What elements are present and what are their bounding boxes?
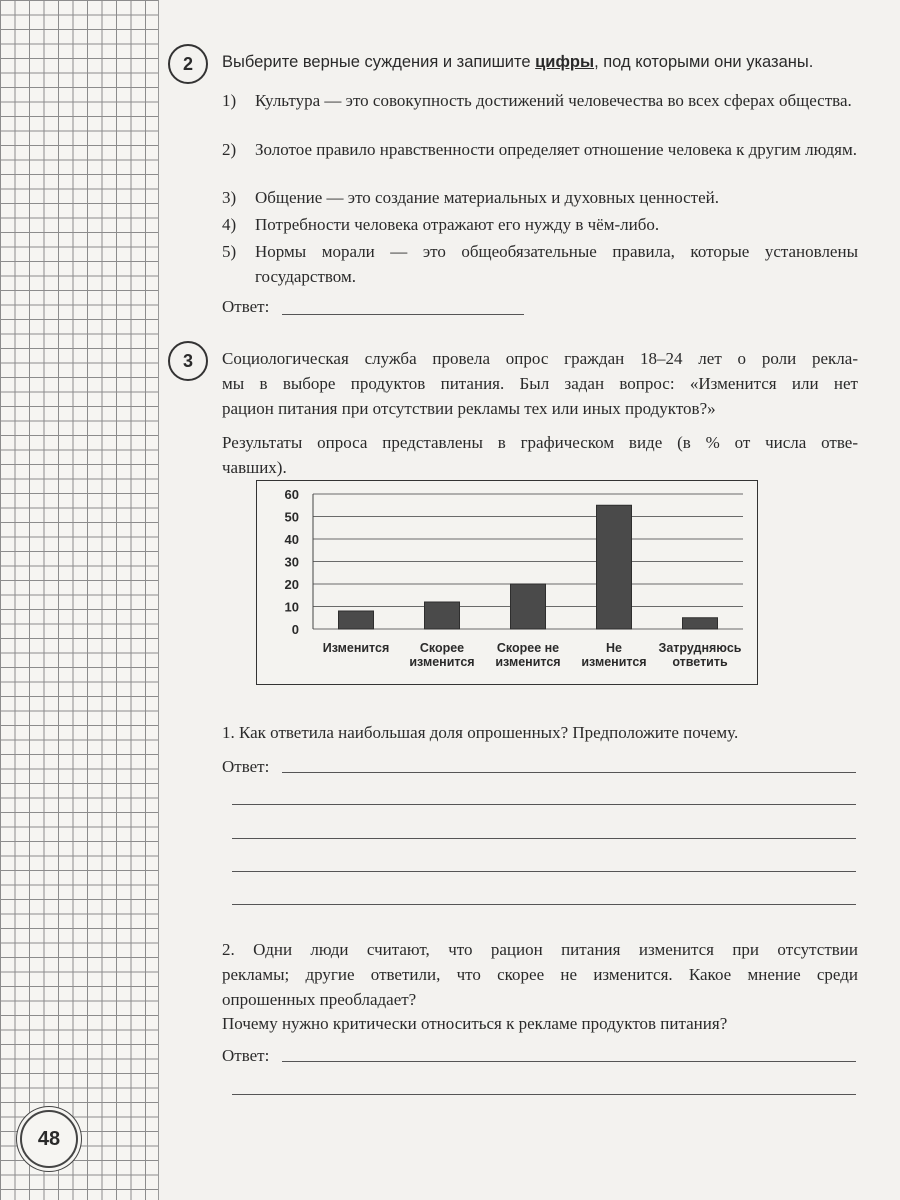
y-tick-label: 30 <box>284 554 299 570</box>
y-tick-label: 0 <box>291 622 299 637</box>
q2-item-3: 3) Общение — это создание материальных и духовных ценностей. <box>222 188 719 207</box>
category-label: ответить <box>672 655 728 669</box>
instruction-keyword: цифры <box>535 53 595 71</box>
q3-sub1-answer-line-5[interactable] <box>232 904 856 905</box>
y-tick-label: 60 <box>284 487 299 502</box>
q3-results-line-1: Результаты опроса представлены в графическом виде (в % от числа отве- <box>222 433 858 452</box>
category-label: изменится <box>495 655 561 669</box>
q3-sub1-answer-line-2[interactable] <box>232 804 856 805</box>
q3-sub1-answer-line-3[interactable] <box>232 838 856 839</box>
q3-intro-line-1: Социологическая служба провела опрос граждан 18–24 лет о роли рекла- <box>222 349 858 368</box>
bar-3 <box>511 584 546 629</box>
q3-sub2-question-2: Почему нужно критически относиться к рекламе продуктов питания? <box>222 1014 728 1033</box>
category-label: Скорее <box>419 641 465 655</box>
category-label: изменится <box>581 655 647 669</box>
q3-intro-line-3: рацион питания при отсутствии рекламы тех или иных продуктов?» <box>222 399 716 418</box>
y-tick-label: 10 <box>284 599 299 615</box>
q3-sub1-answer-label: Ответ: <box>222 757 270 776</box>
q3-sub2-line-2: рекламы; другие ответили, что скорее не изменится. Какое мнение среди <box>222 965 858 984</box>
survey-bar-chart <box>256 480 758 685</box>
q2-item-4: 4) Потребности человека отражают его нужду в чём-либо. <box>222 215 660 234</box>
q2-item-5: 5) Нормы морали — это общеобязательные правила, которые установлены государством. <box>222 242 858 286</box>
q3-sub2-line-1: 2. Одни люди считают, что рацион питания изменится при отсутствии <box>222 940 858 959</box>
bar-2 <box>425 602 460 629</box>
bar-1 <box>339 611 374 629</box>
category-label: Не <box>606 641 622 655</box>
q2-answer-field[interactable] <box>282 314 524 315</box>
page-number: 48 <box>20 1110 78 1168</box>
q3-sub1-answer-line-1[interactable] <box>282 772 856 773</box>
q3-sub2-answer-line-1[interactable] <box>282 1061 856 1062</box>
q3-sub2-answer-label: Ответ: <box>222 1046 270 1065</box>
graph-paper-margin <box>0 0 159 1200</box>
category-label: Затрудняюсь <box>658 641 742 655</box>
bar-5 <box>683 618 718 629</box>
q3-sub1-question: 1. Как ответила наибольшая доля опрошенных? Предположите почему. <box>222 723 739 742</box>
q3-sub2-line-3: опрошенных преобладает? <box>222 990 417 1009</box>
q3-sub1-answer-line-4[interactable] <box>232 871 856 872</box>
category-label: Изменится <box>322 641 390 655</box>
q3-results-line-2: чавших). <box>222 458 287 477</box>
y-tick-label: 20 <box>284 577 299 592</box>
question-3-number: 3 <box>168 341 208 381</box>
q2-item-1: 1) Культура — это совокупность достижений человечества во всех сферах общества. <box>222 91 852 110</box>
q3-sub2-answer-line-2[interactable] <box>232 1094 856 1095</box>
category-label: изменится <box>409 655 475 669</box>
bar-4 <box>597 505 632 629</box>
category-label: Скорее не <box>496 641 560 655</box>
chart-svg <box>257 481 757 684</box>
question-2-instruction: Выберите верные суждения и запишите цифры, под которыми они указаны. <box>222 53 814 71</box>
question-2-number: 2 <box>168 44 208 84</box>
y-tick-label: 50 <box>284 509 299 525</box>
q2-answer-label: Ответ: <box>222 297 270 316</box>
q3-intro-line-2: мы в выборе продуктов питания. Был задан вопрос: «Изменится или нет <box>222 374 858 393</box>
q2-item-2: 2) Золотое правило нравственности определяет отношение человека к другим людям. <box>222 140 857 159</box>
y-tick-label: 40 <box>284 532 299 547</box>
